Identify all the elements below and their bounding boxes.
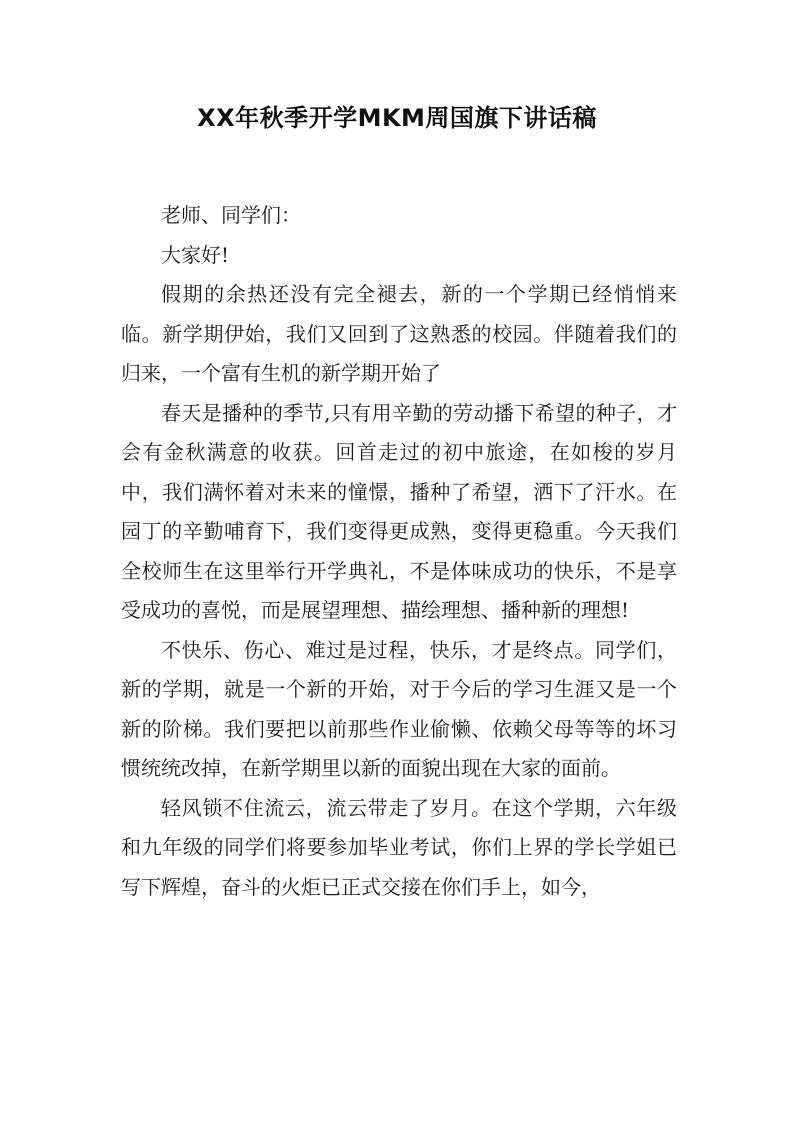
paragraph-greeting-all: 大家好!	[161, 242, 230, 267]
paragraph-new-beginning: 不快乐、伤心、难过是过程，快乐，才是终点。同学们，新的学期，就是一个新的开始，对于今后的学习生涯又是一个新的阶梯。我们要把以前那些作业偷懒、依赖父母等等的坏习惯统统改掉，在新学期里以新的面貌出现在大家的面前。	[121, 637, 677, 780]
document-title: XX年秋季开学MKM周国旗下讲话稿	[197, 104, 597, 132]
paragraph-spring-sowing: 春天是播种的季节,只有用辛勤的劳动播下希望的种子，才会有金秋满意的收获。回首走过的初中旅途，在如梭的岁月中，我们满怀着对未来的憧憬，播种了希望，洒下了汗水。在园丁的辛勤哺育下，我们变得更成熟，变得更稳重。今天我们全校师生在这里举行开学典礼，不是体味成功的快乐，不是享受成功的喜悦，而是展望理想、描绘理想、播种新的理想!	[121, 400, 677, 622]
paragraph-graduation: 轻风锁不住流云，流云带走了岁月。在这个学期，六年级和九年级的同学们将要参加毕业考试，你们上界的学长学姐已写下辉煌，奋斗的火炬已正式交接在你们手上，如今，	[121, 795, 677, 899]
paragraph-greeting-teachers: 老师、同学们：	[161, 203, 301, 227]
paragraph-new-semester: 假期的余热还没有完全褪去，新的一个学期已经悄悄来临。新学期伊始，我们又回到了这熟悉的校园。伴随着我们的归来，一个富有生机的新学期开始了	[121, 282, 677, 385]
document-body	[121, 196, 677, 907]
